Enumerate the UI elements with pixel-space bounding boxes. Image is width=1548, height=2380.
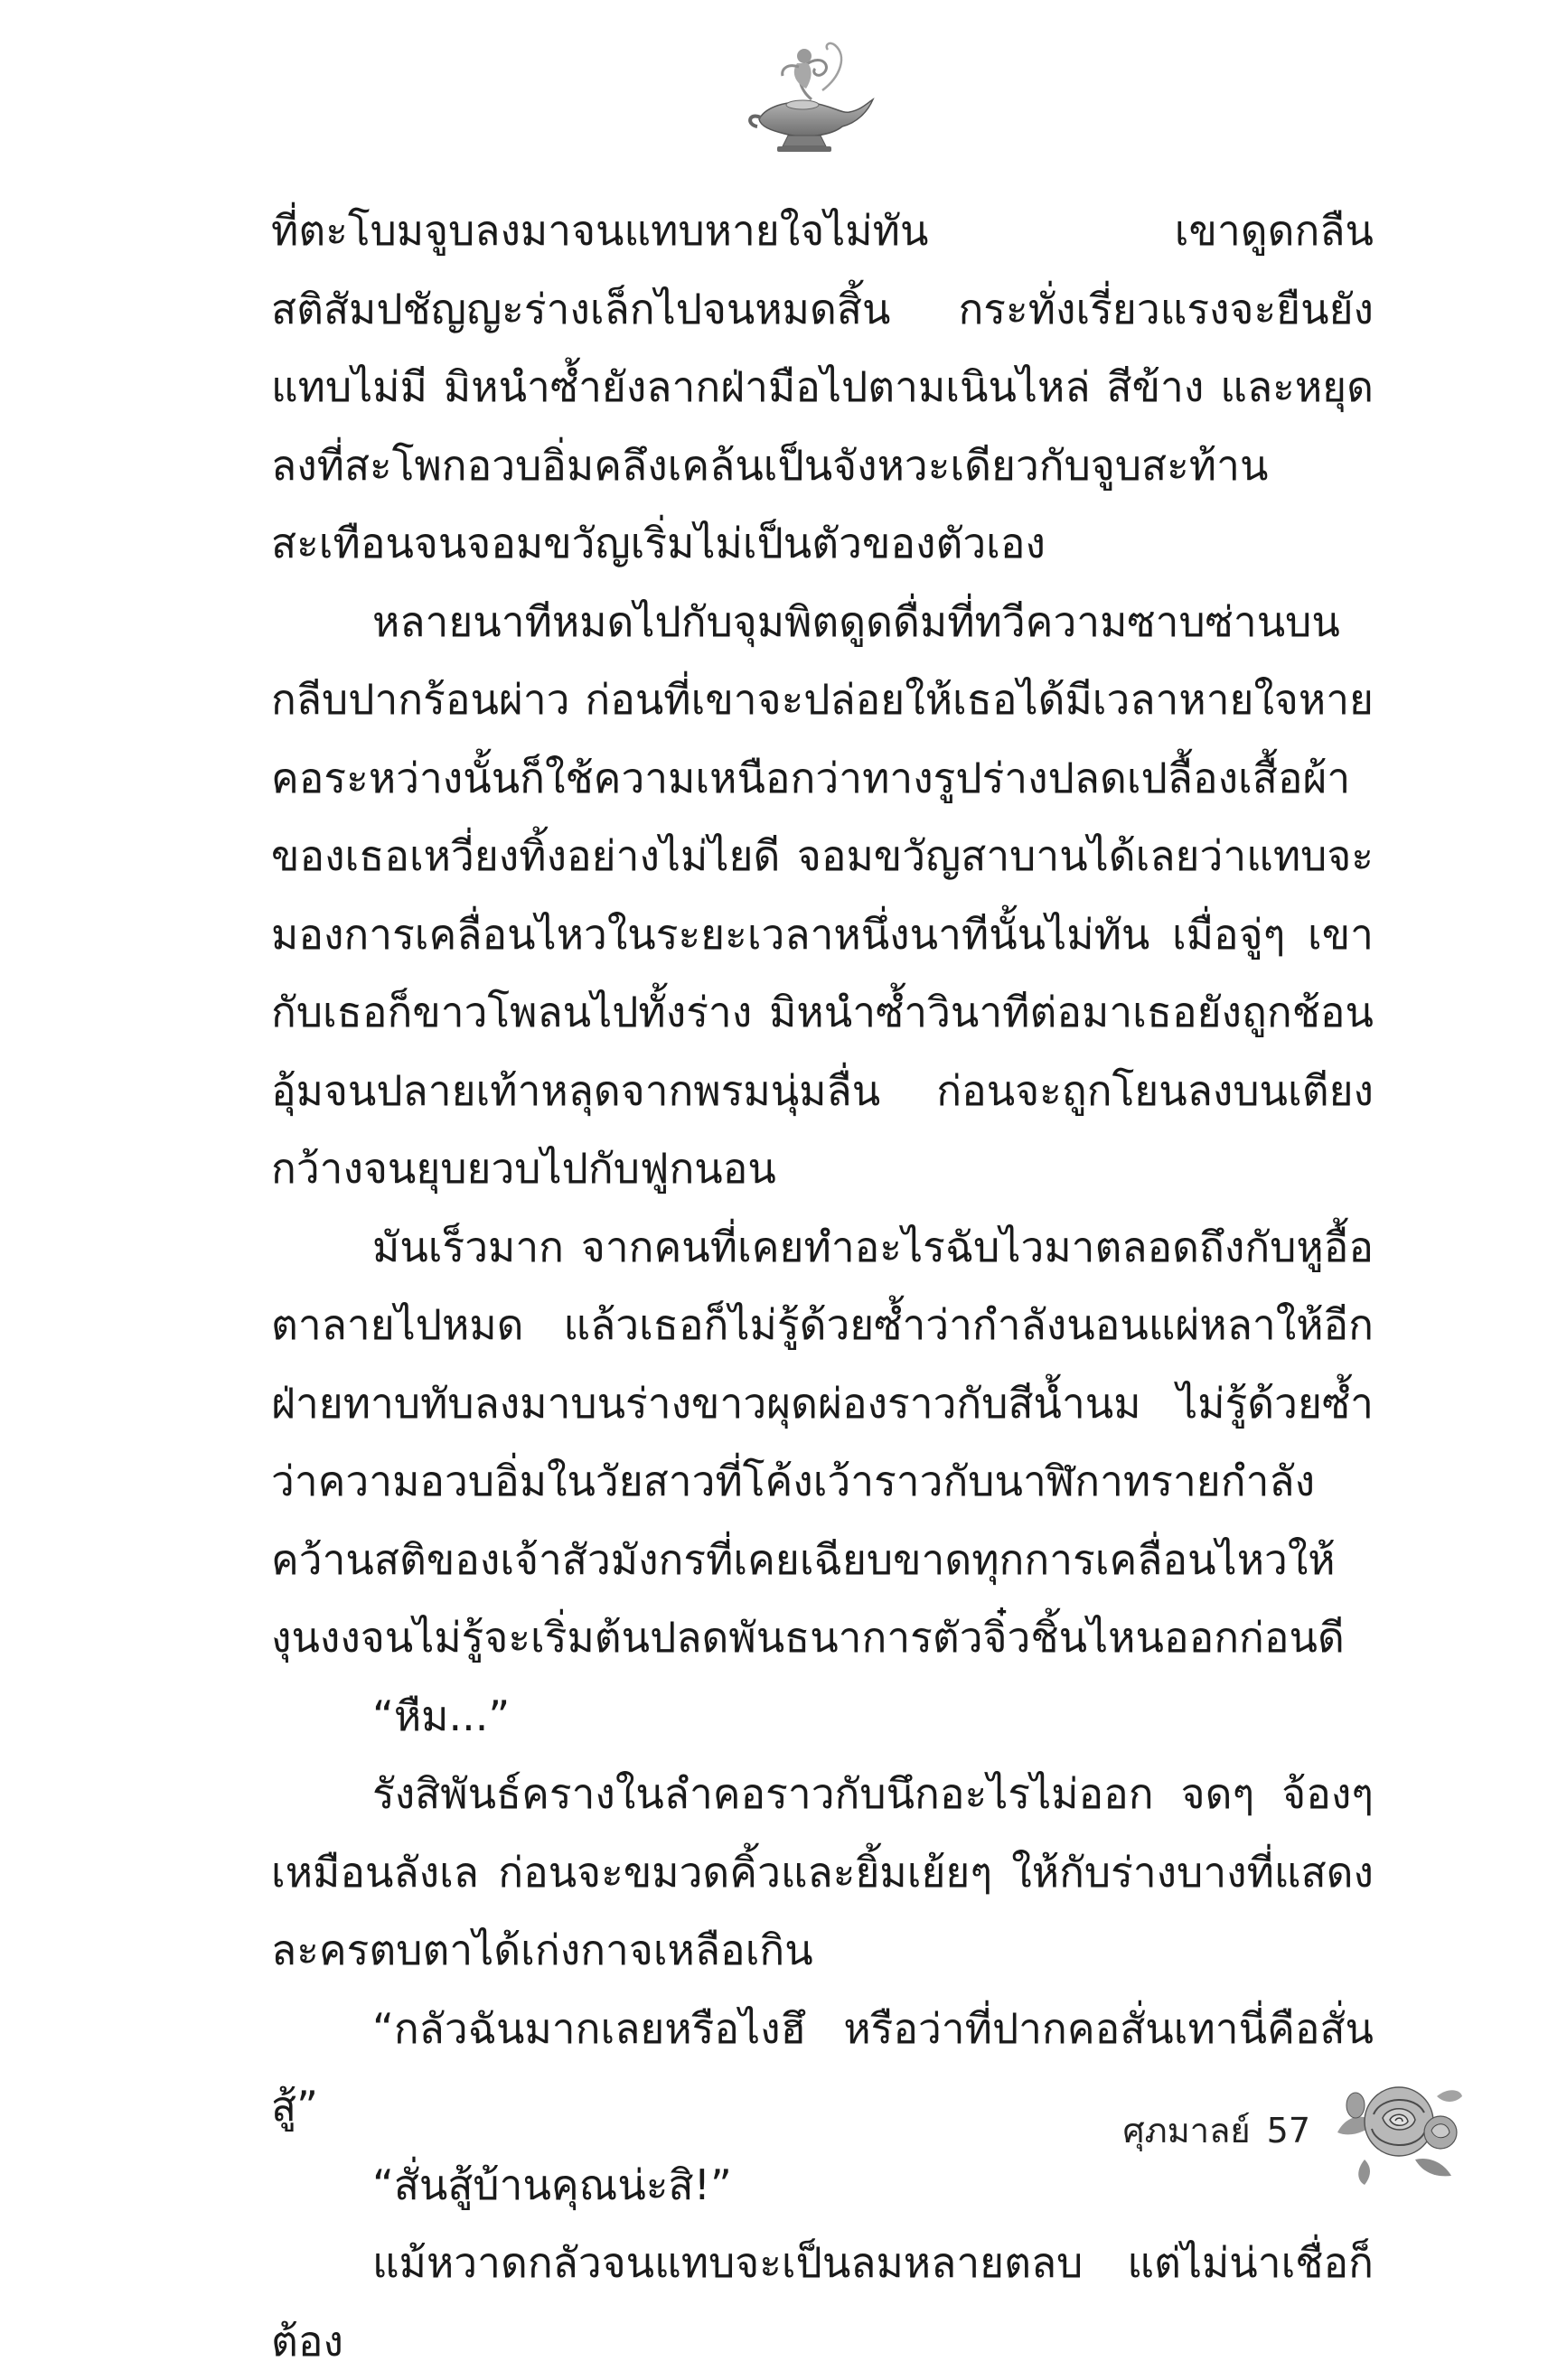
paragraph: แม้หวาดกลัวจนแทบจะเป็นลมหลายตลบ แต่ไม่น่าเชื่อก็ต้อง — [271, 2238, 1374, 2366]
paragraph: หลายนาทีหมดไปกับจุมพิตดูดดื่มที่ทวีความซาบซ่านบนกลีบปากร้อนผ่าว ก่อนที่เขาจะปล่อยให้เธอได้มีเวลาหายใจหายคอระหว่างนั้นก็ใช้ความเหนือกว่าทางรูปร่างปลดเปลื้องเสื้อผ้าของเธอเหวี่ยงทิ้งอย่างไม่ไยดี จอมขวัญสาบานได้เลยว่าแทบจะมองการเคลื่อนไหวในระยะเวลาหนึ่งนาทีนั้นไม่ทัน เมื่อจู่ๆ เขากับเธอก็ขาวโพลนไปทั้งร่าง มิหนำซ้ำวินาทีต่อมาเธอยังถูกช้อนอุ้มจนปลายเท้าหลุดจากพรมนุ่มลื่น ก่อนจะถูกโยนลงบนเตียงกว้างจนยุบยวบไปกับฟูกนอน — [271, 596, 1374, 1193]
dialogue-line: “หืม...” — [372, 1691, 511, 1740]
genie-lamp-icon — [741, 36, 877, 158]
dialogue-line: “สั่นสู้บ้านคุณน่ะสิ!” — [372, 2160, 732, 2209]
body-text — [271, 192, 1374, 2380]
paragraph: ที่ตะโบมจูบลงมาจนแทบหายใจไม่ทัน เขาดูดกลืนสติสัมปชัญญะร่างเล็กไปจนหมดสิ้น กระทั่งเรี่ยวแรงจะยืนยังแทบไม่มี มิหนำซ้ำยังลากฝ่ามือไปตามเนินไหล่ สีข้าง และหยุดลงที่สะโพกอวบอิ่มคลึงเคล้นเป็นจังหวะเดียวกับจูบสะท้านสะเทือนจนจอมขวัญเริ่มไม่เป็นตัวของตัวเอง — [271, 206, 1374, 567]
rose-icon — [1328, 2069, 1464, 2187]
footer-label — [1123, 2109, 1310, 2152]
paragraph: มันเร็วมาก จากคนที่เคยทำอะไรฉับไวมาตลอดถึงกับหูอื้อตาลายไปหมด แล้วเธอก็ไม่รู้ด้วยซ้ำว่ากำลังนอนแผ่หลาให้อีกฝ่ายทาบทับลงมาบนร่างขาวผุดผ่องราวกับสีน้ำนม ไม่รู้ด้วยซ้ำว่าความอวบอิ่มในวัยสาวที่โค้งเว้าราวกับนาฬิกาทรายกำลังคว้านสติของเจ้าสัวมังกรที่เคยเฉียบขาดทุกการเคลื่อนไหวให้งุนงงจนไม่รู้จะเริ่มต้นปลดพันธนาการตัวจิ๋วชิ้นไหนออกก่อนดี — [271, 1222, 1374, 1662]
paragraph: รังสิพันธ์ครางในลำคอราวกับนึกอะไรไม่ออก จดๆ จ้องๆ เหมือนลังเล ก่อนจะขมวดคิ้วและยิ้มเย้ยๆ ให้กับร่างบางที่แสดงละครตบตาได้เก่งกาจเหลือเกิน — [271, 1769, 1374, 1974]
dialogue-line: “กลัวฉันมากเลยหรือไงฮึ หรือว่าที่ปากคอสั่นเทานี่คือสั่นสู้” — [271, 2003, 1374, 2131]
author-name: ศุภมาลย์ — [1122, 2111, 1251, 2150]
page-number: 57 — [1266, 2111, 1310, 2150]
page-footer — [1084, 2069, 1464, 2196]
